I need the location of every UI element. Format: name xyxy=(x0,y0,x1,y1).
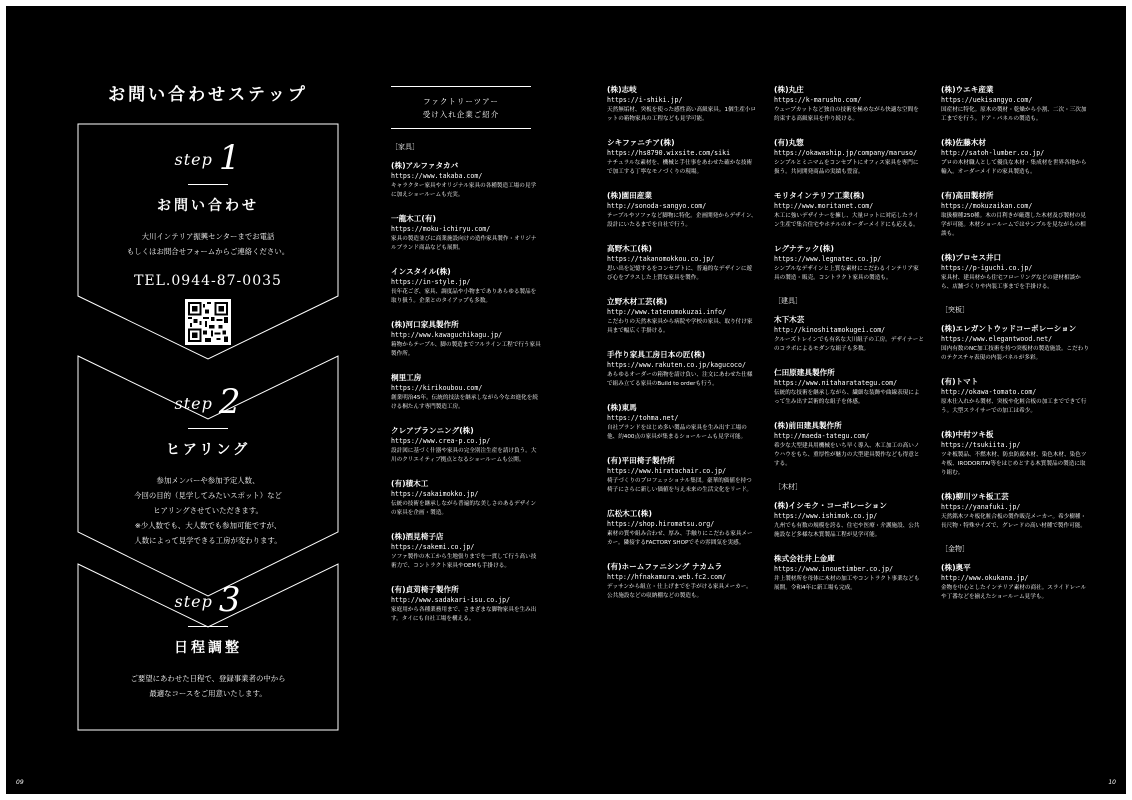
company-entry xyxy=(391,266,541,306)
company-description: 国産材に特化。原木の製材・乾燥から小割、二次・三次加工までを行う。ドア・パネルの製造も。 xyxy=(941,107,1087,122)
company-name: 桐里工房 xyxy=(391,373,422,382)
step1-rule xyxy=(188,184,228,185)
company-entry xyxy=(941,491,1091,531)
company-url-link[interactable]: http://okawa-tomato.com/ xyxy=(941,388,1037,396)
company-column-3 xyxy=(774,84,924,606)
company-name: インスタイル(株) xyxy=(391,267,451,276)
step1-number: 1 xyxy=(218,138,242,178)
company-url-link[interactable]: http://www.moritanet.com/ xyxy=(774,202,874,210)
company-url-link[interactable]: https://www.elegantwood.net/ xyxy=(941,335,1053,343)
company-url-link[interactable]: http://maeda-tategu.com/ xyxy=(774,432,870,440)
company-name: 株式会社井上金庫 xyxy=(774,554,835,563)
company-name: (株)アルファタカバ xyxy=(391,161,459,170)
step1-heading xyxy=(74,138,342,178)
company-description: 希少な大型建具用機械をいち早く導入、木工加工の高いノウハウをもち、重厚性が魅力の大型建具製作なども得意とする。 xyxy=(774,443,920,467)
company-description: 思い出を記憶するをコンセプトに、普遍的なデザインに遊び心をプラスした上質な家具を製作。 xyxy=(607,266,753,281)
tour-header-line1: ファクトリーツアー xyxy=(423,97,499,106)
company-name: (有)積木工 xyxy=(391,479,429,488)
company-entry xyxy=(391,531,541,571)
tour-header-line2: 受け入れ企業ご紹介 xyxy=(422,110,500,119)
company-name: (株)エレガントウッドコーポレーション xyxy=(941,324,1077,333)
company-entry xyxy=(774,190,924,230)
company-url-link[interactable]: http://www.tatenomokuzai.info/ xyxy=(607,308,727,316)
company-description: 長年花ござ、家具、調度品や小物までありあらゆる製品を取り扱う。企業とのタイアップも多数。 xyxy=(391,289,537,304)
company-description: キャラクター家具やオリジナル家具の各種製造工場の見学に加えショールームも充実。 xyxy=(391,183,537,198)
company-description: 椅子づくりのプロフェッショナル集団。豪華的価値を持つ椅子にさらに新しい価値を与え未来の生活文化をリード。 xyxy=(607,478,752,493)
qr-code-icon xyxy=(188,302,228,342)
company-url-link[interactable]: https://tohma.net/ xyxy=(607,414,679,422)
step1-label: step xyxy=(174,150,213,169)
company-name: (株)河口家具製作所 xyxy=(391,320,459,329)
company-description: 九州でも有数の規模を誇る、住宅や医療・介護施設、公共施設など多様な木質製品工程が見学可能。 xyxy=(774,523,920,538)
company-url-link[interactable]: https://takanomokkou.co.jp/ xyxy=(607,255,715,263)
company-description: 創業明治45年。伝統的技法を継承しながら今なお進化を続ける桐たんす専門製造工房。 xyxy=(391,395,538,410)
company-url-link[interactable]: https://mokuzaikan.com/ xyxy=(941,202,1033,210)
company-url-link[interactable]: https://moku-ichiryu.com/ xyxy=(391,225,491,233)
company-name: (株)佐藤木材 xyxy=(941,138,986,147)
company-url-link[interactable]: https://www.legnatec.co.jp/ xyxy=(774,255,882,263)
company-description: クルーズトレインでも有名な大川組子の工房。デザイナーとのコラボによるモダンな組子も多数。 xyxy=(774,337,924,352)
company-name: シキファニチア(株) xyxy=(607,138,675,147)
company-description: 箱物からテーブル、脚の製造までフルライン工程で行う家具製作所。 xyxy=(391,342,541,357)
company-entry xyxy=(941,252,1091,292)
company-url-link[interactable]: https://www.inouetimber.co.jp/ xyxy=(774,565,894,573)
company-entry xyxy=(774,420,924,469)
company-description: プロの木材職人として優良な木材・集成材を世界各地から輸入。オーダーメイドの家具製造も。 xyxy=(941,160,1087,175)
step2-label: step xyxy=(174,394,213,413)
company-name: クレアプランニング(株) xyxy=(391,426,474,435)
company-description: シンプルとミニマムをコンセプトにオフィス家具を専門に扱う。共同開発商品の実績も豊富。 xyxy=(774,160,919,175)
category-label: ［建具］ xyxy=(774,297,802,305)
company-entry xyxy=(391,425,541,465)
category-label: ［金物］ xyxy=(941,545,969,553)
company-url-link[interactable]: http://www.okukana.jp/ xyxy=(941,574,1029,582)
company-entry xyxy=(607,455,757,495)
company-name: (株)ウエキ産業 xyxy=(941,85,994,94)
company-name: (株)前田建具製作所 xyxy=(774,421,842,430)
company-url-link[interactable]: https://shop.hiromatsu.org/ xyxy=(607,520,715,528)
step2-line: 参加メンバーや参加予定人数、 xyxy=(156,476,260,485)
step1-line: もしくはお問合せフォームからご連絡ください。 xyxy=(126,247,290,256)
steps-flow xyxy=(74,114,342,734)
company-entry xyxy=(607,508,757,548)
company-name: (株)丸庄 xyxy=(774,85,804,94)
company-description: 伝統の技術を継承しながら普遍的な美しさのあるデザインの家具を企画・製造。 xyxy=(391,501,537,516)
company-name: 木下木芸 xyxy=(774,315,805,324)
company-entry xyxy=(607,402,757,442)
company-column-4 xyxy=(941,84,1091,615)
step1-line: 大川インテリア振興センターまでお電話 xyxy=(141,232,275,241)
factory-tour-header xyxy=(391,86,531,129)
company-entry xyxy=(391,584,541,624)
company-description: ツキ板製品、不燃木材、防虫防腐木材、染色木材、染色ツキ板、IRODORITAI等をはじめとする木質製品の製造に取り組む。 xyxy=(941,452,1087,476)
company-name: (株)中村ツキ板 xyxy=(941,430,994,439)
company-url-link[interactable]: http://hfnakamura.web.fc2.com/ xyxy=(607,573,727,581)
company-url-link[interactable]: http://sonoda-sangyo.com/ xyxy=(607,202,707,210)
company-description: ウェーブカットなど独自の技術を極めながら快適な空間を約束する高級家具を作り続ける。 xyxy=(774,107,919,122)
company-name: 一龍木工(有) xyxy=(391,214,436,223)
company-name: モリタインテリア工業(株) xyxy=(774,191,865,200)
company-description: シンプルなデザインと上質な素材にこだわるインテリア家具の製造・販売。コントラクト家具の製造も。 xyxy=(774,266,919,281)
company-name: (有)丸惣 xyxy=(774,138,804,147)
company-url-link[interactable]: https://okawaship.jp/company/maruso/ xyxy=(774,149,917,157)
company-entry xyxy=(607,137,757,177)
category-label: ［突板］ xyxy=(941,306,969,314)
step2-number: 2 xyxy=(218,382,242,422)
step-3 xyxy=(74,580,342,701)
company-entry xyxy=(941,562,1091,602)
company-name: レグナテック(株) xyxy=(774,244,834,253)
page-number-right: 10 xyxy=(1108,779,1116,786)
step1-title: お問い合わせ xyxy=(157,198,259,214)
step3-line: ご要望にあわせた日程で、登録事業者の中から xyxy=(130,674,286,683)
phone-number[interactable]: TEL.0944-87-0035 xyxy=(134,273,282,289)
company-entry xyxy=(607,190,757,230)
company-name: (有)貞苅椅子製作所 xyxy=(391,585,459,594)
company-entry xyxy=(391,319,541,359)
step-1 xyxy=(74,138,342,345)
company-entry xyxy=(607,296,757,336)
company-entry xyxy=(607,84,757,124)
step2-line: 今回の目的（見学してみたいスポット）など xyxy=(134,491,282,500)
step3-label: step xyxy=(174,592,213,611)
company-name: 仁田原建具製作所 xyxy=(774,368,835,377)
company-column-2 xyxy=(607,84,757,614)
company-name: (有)平田椅子製作所 xyxy=(607,456,675,465)
company-entry xyxy=(941,137,1091,177)
company-description: 原木仕入れから製材、突板や化粧合板の加工までできて行う。大型スライサーでの加工は希少。 xyxy=(941,399,1087,414)
company-description: テーブルやソファなど脚物に特化。企画開発からデザイン、設計にいたるまでを自社で行う。 xyxy=(607,213,757,228)
page-number-left: 09 xyxy=(16,779,24,786)
company-url-link[interactable]: https://k-marusho.com/ xyxy=(774,96,862,104)
company-url-link[interactable]: https://hs8790.wixsite.com/siki xyxy=(607,149,731,157)
company-name: (株)東馬 xyxy=(607,403,637,412)
step2-text xyxy=(74,473,342,548)
company-description: ナチュラルな素材を、機械と手仕事をあわせた確かな技術で加工する丁寧なモノづくりの現場。 xyxy=(607,160,753,175)
company-url-link[interactable]: https://yanafuki.jp/ xyxy=(941,503,1021,511)
company-entry xyxy=(774,137,924,177)
company-name: (株)園田産業 xyxy=(607,191,652,200)
company-description: 素材の質や組み合わせ、厚み、手触りにこだわる家具メーカー。隣接するFACTORY SHOPでその雰囲気を実感。 xyxy=(607,531,753,546)
company-name: 高野木工(株) xyxy=(607,244,652,253)
category-label: ［家具］ xyxy=(391,143,419,151)
step2-rule xyxy=(188,428,228,429)
company-name: (株)奥平 xyxy=(941,563,971,572)
company-name: (有)ホームファニシング ナカムラ xyxy=(607,562,723,571)
brochure-spread xyxy=(6,6,1126,794)
company-url-link[interactable]: http://satoh-lumber.co.jp/ xyxy=(941,149,1045,157)
company-entry xyxy=(941,84,1091,124)
company-description: ソファ製作の木工から生地張りまでを一貫して行う高い技術力で、コントラクト家具やOEMも手掛ける。 xyxy=(391,554,537,569)
company-name: (株)プロセス井口 xyxy=(941,253,1002,262)
company-description: 自社ブランドをはじめ多い製品の家具を生み出す工場の他、約400点の家具が集まるショールームも見学可能。 xyxy=(607,425,747,440)
company-description: 国内有数のNC加工技術を持つ突板材の製造施設。こだわりのテクスチャ表現の内装パネルが多彩。 xyxy=(941,346,1089,361)
company-url-link[interactable]: https://www.ishimok.co.jp/ xyxy=(774,512,878,520)
company-name: 広松木工(株) xyxy=(607,509,652,518)
step2-line: ヒアリングさせていただきます。 xyxy=(153,506,263,515)
company-description: 木工に強いデザイナーを擁し、大量ロットに対応したライン生産で集合住宅やホテルのオーダーメイドにも応える。 xyxy=(774,213,919,228)
step2-title: ヒアリング xyxy=(165,442,251,458)
company-name: (株)柳川ツキ板工芸 xyxy=(941,492,1009,501)
company-entry xyxy=(941,376,1091,416)
company-description: 設計図に基づく什器や家具の完全別注生産を請け負う。大川のクリエイティブ拠点となるショールームも公開。 xyxy=(391,448,537,463)
company-entry xyxy=(941,429,1091,478)
company-entry xyxy=(941,190,1091,239)
company-name: (有)高田製材所 xyxy=(941,191,994,200)
company-url-link[interactable]: https://tsukiita.jp/ xyxy=(941,441,1021,449)
step3-heading xyxy=(74,580,342,620)
company-url-link[interactable]: https://kirikoubou.com/ xyxy=(391,384,483,392)
step1-text xyxy=(74,229,342,259)
steps-title: お問い合わせステップ xyxy=(108,85,308,105)
company-description: こだわりの天然木家具から病院や学校の家具、取り付け家具まで幅広く手掛ける。 xyxy=(607,319,753,334)
company-entry xyxy=(391,478,541,518)
company-url-link[interactable]: http://www.sadakari-isu.co.jp/ xyxy=(391,596,511,604)
company-url-link[interactable]: https://i-shiki.jp/ xyxy=(607,96,683,104)
step3-line: 最適なコースをご用意いたします。 xyxy=(149,689,267,698)
company-entry xyxy=(391,372,541,412)
step2-heading xyxy=(74,382,342,422)
company-entry xyxy=(607,349,757,389)
category-label: ［木材］ xyxy=(774,483,802,491)
company-description: 井上製材所を母体に木材の加工やコントラクト事業なども展開。令和4年に新工場も完成。 xyxy=(774,576,920,591)
company-description: 金物を中心としたインテリア素材の商社。スライドレールや丁番などを揃えたショールーム見学も。 xyxy=(941,585,1087,600)
company-entry xyxy=(774,243,924,283)
company-entry xyxy=(607,561,757,601)
company-url-link[interactable]: https://www.hiratachair.co.jp/ xyxy=(607,467,727,475)
company-name: 手作り家具工房日本の匠(株) xyxy=(607,350,706,359)
company-url-link[interactable]: https://www.nitaharatategu.com/ xyxy=(774,379,898,387)
step-2 xyxy=(74,382,342,548)
company-entry xyxy=(774,84,924,124)
company-description: あらゆるオーダーの箱物を請け負い、注文にあわせた仕様で組み立てる家具のBuild to orderも行う。 xyxy=(607,372,753,387)
company-entry xyxy=(607,243,757,283)
company-url-link[interactable]: http://www.kawaguchikagu.jp/ xyxy=(391,331,503,339)
step3-text xyxy=(74,671,342,701)
company-description: 家具の製造並びに商業施設向けの造作家具製作・オリジナルブランド商品なども展開。 xyxy=(391,236,537,251)
step3-number: 3 xyxy=(218,580,242,620)
company-url-link[interactable]: http://kinoshitamokugei.com/ xyxy=(774,326,886,334)
company-name: 立野木材工芸(株) xyxy=(607,297,668,306)
step3-rule xyxy=(188,626,228,627)
step3-title: 日程調整 xyxy=(174,640,242,656)
company-description: 取扱樹種250種。木の目利きが厳選した木材及び製材の見学が可能。木材ショールームではサンプルを見ながらの相談も。 xyxy=(941,213,1086,237)
company-url-link[interactable]: https://sakemi.co.jp/ xyxy=(391,543,475,551)
company-entry xyxy=(941,323,1091,363)
step2-line: 人数によって見学できる工房が変わります。 xyxy=(134,536,282,545)
company-url-link[interactable]: https://sakaimokko.jp/ xyxy=(391,490,479,498)
company-entry xyxy=(774,367,924,407)
company-url-link[interactable]: https://www.rakuten.co.jp/kagucoco/ xyxy=(607,361,746,369)
company-description: 天然銘木ツキ板化粧合板の製作販売メーカー。希少樹種・長尺物・特殊サイズで、グレードの高い材種で製作可能。 xyxy=(941,514,1087,529)
company-name: (有)トマト xyxy=(941,377,979,386)
company-column-1 xyxy=(391,136,541,637)
company-description: 天然無垢材、突板を使った感性高い高級家具。1個生産小ロットの箱物家具の工程なども見学可能。 xyxy=(607,107,756,122)
company-entry xyxy=(391,160,541,200)
company-url-link[interactable]: https://www.crea-p.co.jp/ xyxy=(391,437,491,445)
company-description: デッサンから組立・仕上げまでを手がける家具メーカー。公共施設などの収納棚などの製造も。 xyxy=(607,584,752,599)
qr-code[interactable] xyxy=(185,299,231,345)
company-url-link[interactable]: https://p-iguchi.co.jp/ xyxy=(941,264,1033,272)
company-name: (株)イシモク・コーポレーション xyxy=(774,501,887,510)
company-url-link[interactable]: https://in-style.jp/ xyxy=(391,278,471,286)
company-url-link[interactable]: https://www.takaba.com/ xyxy=(391,172,483,180)
company-entry xyxy=(391,213,541,253)
company-url-link[interactable]: https://uekisangyo.com/ xyxy=(941,96,1033,104)
company-name: (株)志岐 xyxy=(607,85,637,94)
company-description: 家庭用から各種業務用まで、さまざまな脚物家具を生み出す。タイにも自社工場を構える。 xyxy=(391,607,537,622)
company-entry xyxy=(774,500,924,540)
step2-line: ※少人数でも、大人数でも参加可能ですが、 xyxy=(134,521,282,530)
company-description: 家具材、建具材から住宅フローリングなどの建材相談から、店舗づくりや内装工事までを手掛ける。 xyxy=(941,275,1081,290)
company-name: (株)酒見椅子店 xyxy=(391,532,444,541)
company-description: 伝統的な技術を継承しながら、繊細な装飾や曲線表現によって生み出す芸術的な組子を体感。 xyxy=(774,390,920,405)
company-entry xyxy=(774,314,924,354)
company-entry xyxy=(774,553,924,593)
